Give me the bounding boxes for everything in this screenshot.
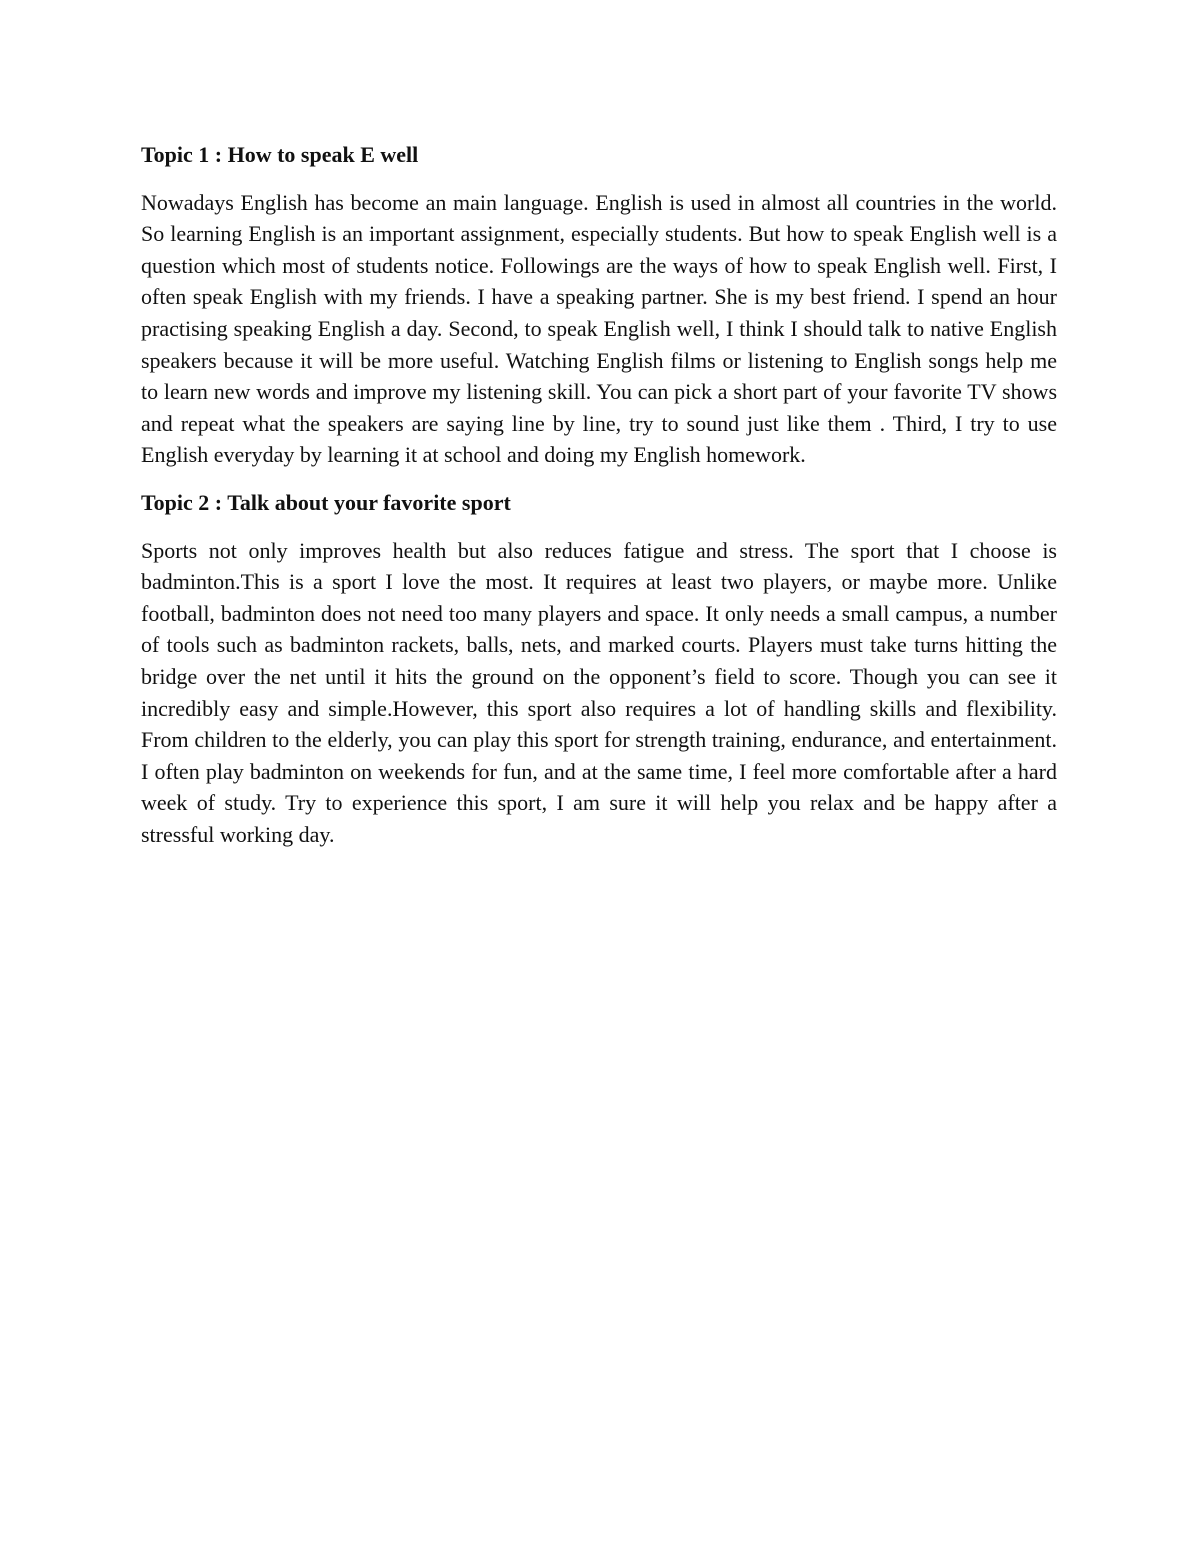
section-heading-topic-2: Topic 2 : Talk about your favorite sport [141, 489, 511, 515]
section-heading-topic-1: Topic 1 : How to speak E well [141, 142, 419, 167]
section-paragraph-topic-2: Sports not only improves health but also reduces fatigue and stress. The sport that I choose is badminton.This is a sport I love the most. It requires at least two players, or maybe more. Unlike football, badminton does not need too many players and space. It only needs a small campus, a number of tools such as badminton rackets, balls, nets, and marked courts. Players must take turns hitting the bridge over the net until it hits the ground on the opponent’s field to score. Though you can see it incredibly easy and simple.However, this sport also requires a lot of handling skills and flexibility. From children to the elderly, you can play this sport for strength training, endurance, and entertainment. I often play badminton on weekends for fun, and at the same time, I feel more comfortable after a hard week of study. Try to experience this sport, I am sure it will help you relax and be happy after a stressful working day. [141, 537, 1057, 847]
section-paragraph-topic-1: Nowadays English has become an main language. English is used in almost all countries in the world. So learning English is an important assignment, especially students. But how to speak English well is a question which most of students notice. Followings are the ways of how to speak English well. First, I often speak English with my friends. I have a speaking partner. She is my best friend. I spend an hour practising speaking English a day. Second, to speak English well, I think I should talk to native English speakers because it will be more useful. Watching English films or listening to English songs help me to learn new words and improve my listening skill. You can pick a short part of your favorite TV shows and repeat what the speakers are saying line by line, try to sound just like them . Third, I try to use English everyday by learning it at school and doing my English homework. [141, 189, 1057, 468]
document-body [141, 139, 1057, 866]
